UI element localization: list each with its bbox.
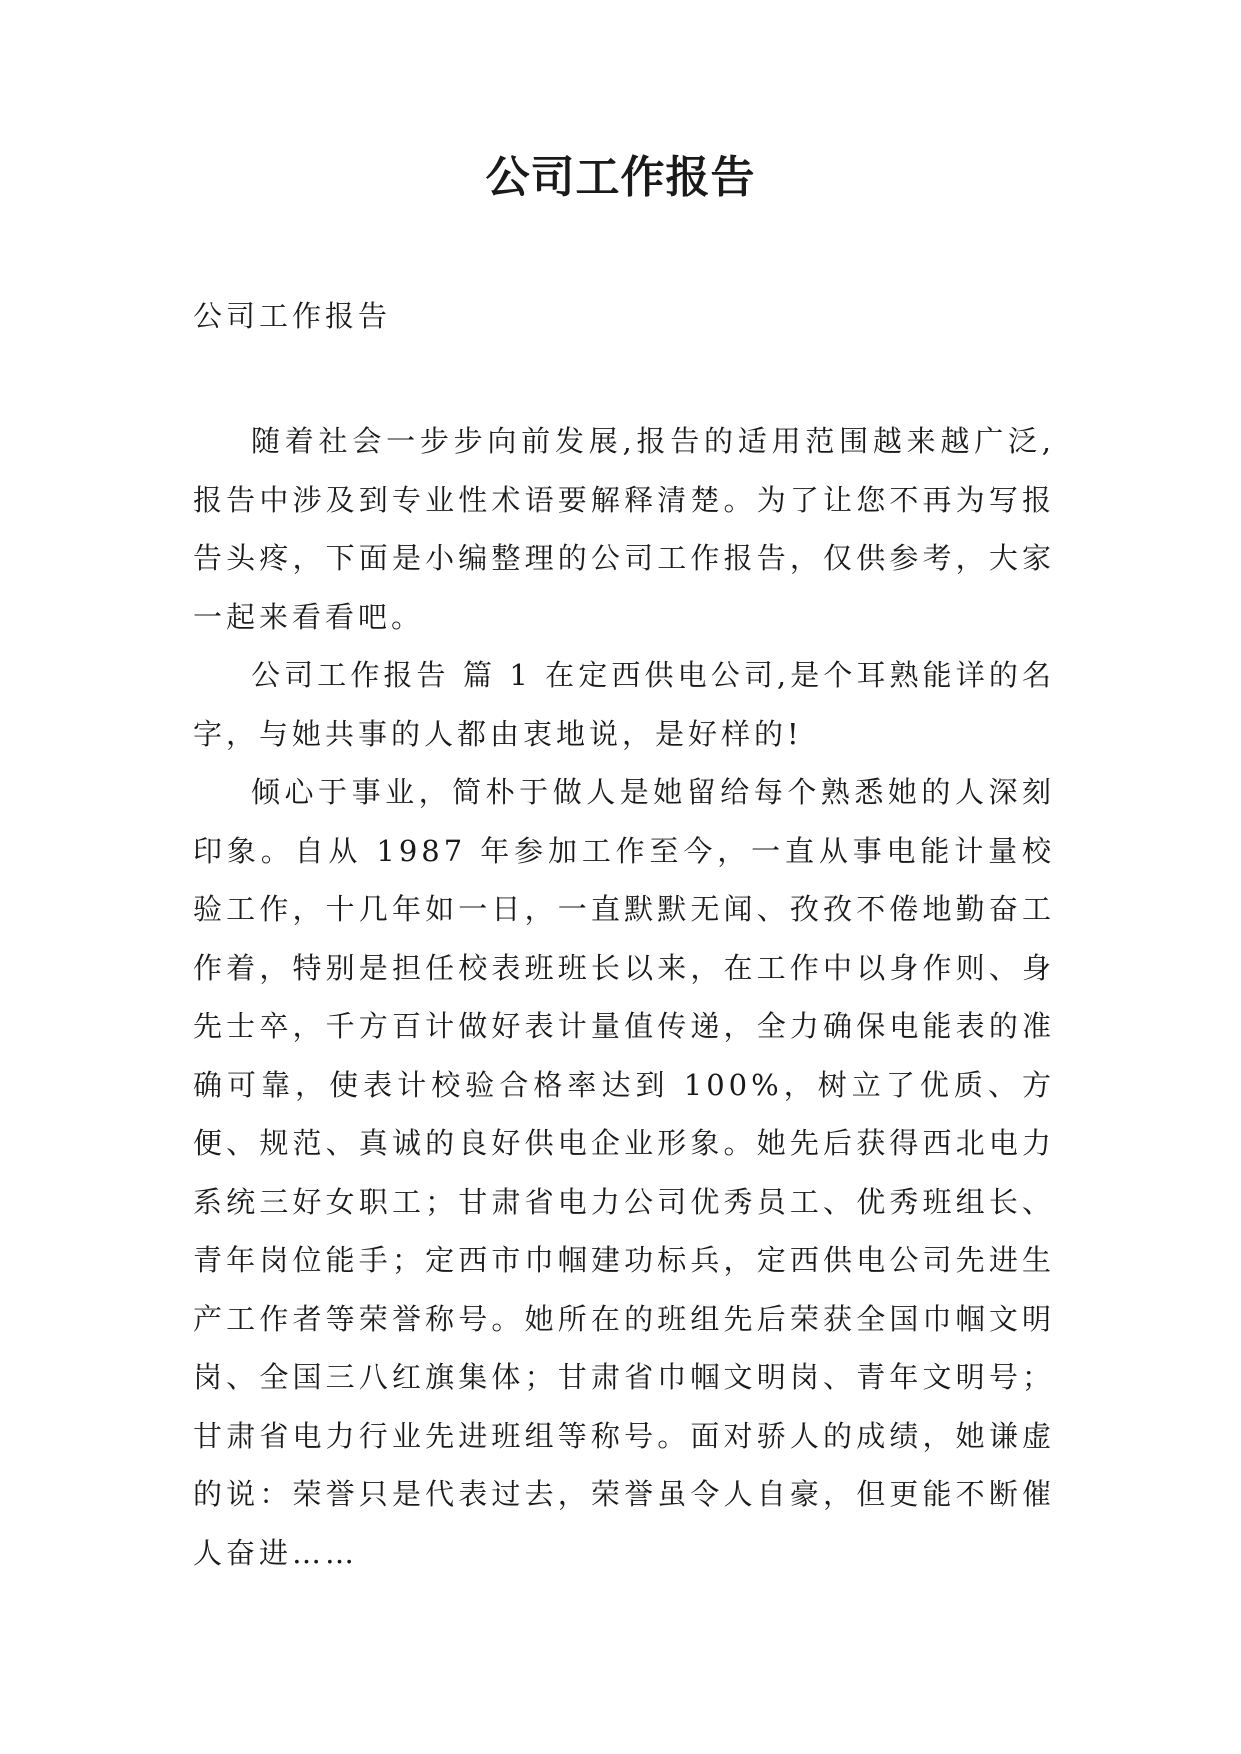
paragraph-section-1: 公司工作报告 篇 1 在定西供电公司,是个耳熟能详的名字，与她共事的人都由衷地说，是好样的!: [193, 658, 1055, 751]
document-body: [193, 412, 1055, 1582]
document-subtitle: 公司工作报告: [193, 299, 392, 333]
paragraph-profile: 倾心于事业，简朴于做人是她留给每个熟悉她的人深刻印象。自从 1987 年参加工作至今，一直从事电能计量校验工作，十几年如一日，一直默默无闻、孜孜不倦地勤奋工作着，特别是担任校表班班长以来，在工作中以身作则、身先士卒，千方百计做好表计量值传递，全力确保电能表的准确可靠，使表计校验合格率达到 100%，树立了优质、方便、规范、真诚的良好供电企业形象。她先后获得西北电力系统三好女职工；甘肃省电力公司优秀员工、优秀班组长、青年岗位能手；定西市巾帼建功标兵，定西供电公司先进生产工作者等荣誉称号。她所在的班组先后荣获全国巾帼文明岗、全国三八红旗集体；甘肃省巾帼文明岗、青年文明号；甘肃省电力行业先进班组等称号。面对骄人的成绩，她谦虚的说：荣誉只是代表过去，荣誉虽令人自豪，但更能不断催人奋进……: [193, 775, 1055, 1570]
paragraph-intro: 随着社会一步步向前发展,报告的适用范围越来越广泛,报告中涉及到专业性术语要解释清楚。为了让您不再为写报告头疼，下面是小编整理的公司工作报告，仅供参考，大家一起来看看吧。: [193, 424, 1055, 634]
document-title: 公司工作报告: [485, 152, 756, 203]
